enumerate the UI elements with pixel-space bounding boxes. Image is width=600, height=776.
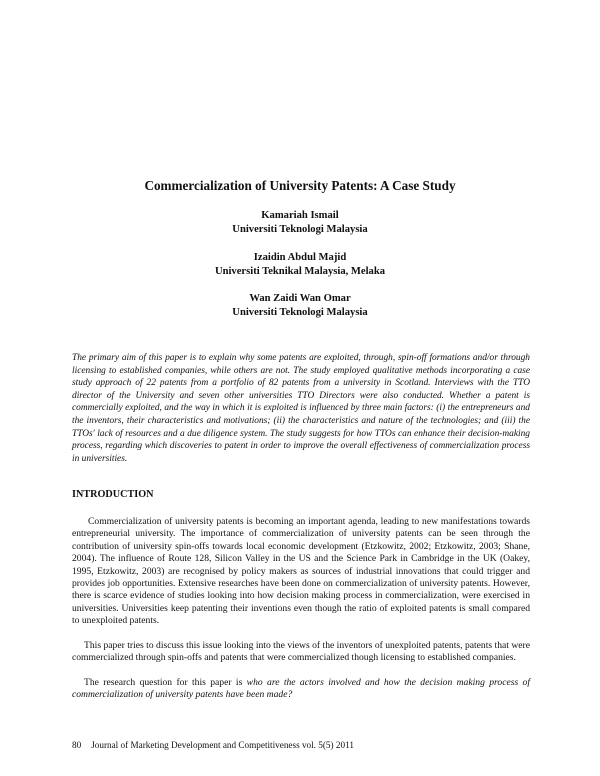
author-name: Wan Zaidi Wan Omar	[249, 293, 351, 304]
research-question-lead: The research question for this paper is	[84, 677, 247, 688]
author-block-1	[0, 209, 600, 237]
author-name: Kamariah Ismail	[261, 210, 339, 221]
author-block-3	[0, 292, 600, 320]
body-paragraph: This paper tries to discuss this issue looking into the views of the inventors of unexploited patents, patents that were commercialized through spin-offs and patents that were commercialized though licensing to established companies.	[72, 640, 530, 664]
author-affiliation: Universiti Teknikal Malaysia, Melaka	[214, 266, 386, 277]
author-name: Izaidin Abdul Majid	[253, 252, 347, 263]
author-affiliation: Universiti Teknologi Malaysia	[232, 307, 368, 318]
body-paragraph: Commercialization of university patents is becoming an important agenda, leading to new manifestations towards entrepreneurial university. The importance of commercialization of university patents can be seen through the contribution of university spin-offs towards local economic development (Etzkowitz, 2002; Etzkowitz, 2003; Shane, 2004). The influence of Route 128, Silicon Valley in the US and the Science Park in Cambridge in the UK (Oakey, 1995, Etzkowitz, 2003) are recognised by policy makers as sources of industrial innovations that could trigger and provides job opportunities. Extensive researches have been done on commercialization of university patents. However, there is scarce evidence of studies looking into how decision making process in commercialization, were exercised in universities. Universities keep patenting their inventions even though the ratio of exploited patents is small compared to unexploited patents.	[72, 516, 530, 627]
abstract: The primary aim of this paper is to explain why some patents are exploited, through, spin-off formations and/or through licensing to established companies, while others are not. The study employed qualitative methods incorporating a case study approach of 22 patents from a portfolio of 82 patents from a university in Scotland. Interviews with the TTO director of the University and seven other universities TTO Directors were also conducted. Whether a patent is commercially exploited, and the way in which it is exploited is influenced by three main factors: (i) the entrepreneurs and the inventors, their characteristics and motivations; (ii) the characteristics and nature of the technologies; and (iii) the TTOs' lack of resources and a due diligence system. The study suggests for how TTOs can enhance their decision-making process, regarding which discoveries to patent in order to improve the overall effectiveness of commercialization process in universities.	[72, 353, 530, 464]
page-footer	[72, 740, 354, 750]
journal-citation: Journal of Marketing Development and Competitiveness vol. 5(5) 2011	[91, 740, 354, 750]
section-heading: INTRODUCTION	[72, 489, 154, 500]
research-question-paragraph	[72, 677, 530, 702]
page-number: 80	[72, 740, 82, 750]
author-block-2	[0, 251, 600, 279]
research-question-text: who are the actors involved and how the decision making process of commercialization of university patents have been made?	[72, 677, 531, 701]
author-affiliation: Universiti Teknologi Malaysia	[232, 224, 368, 235]
paper-title: Commercialization of University Patents: A Case Study	[144, 178, 456, 193]
